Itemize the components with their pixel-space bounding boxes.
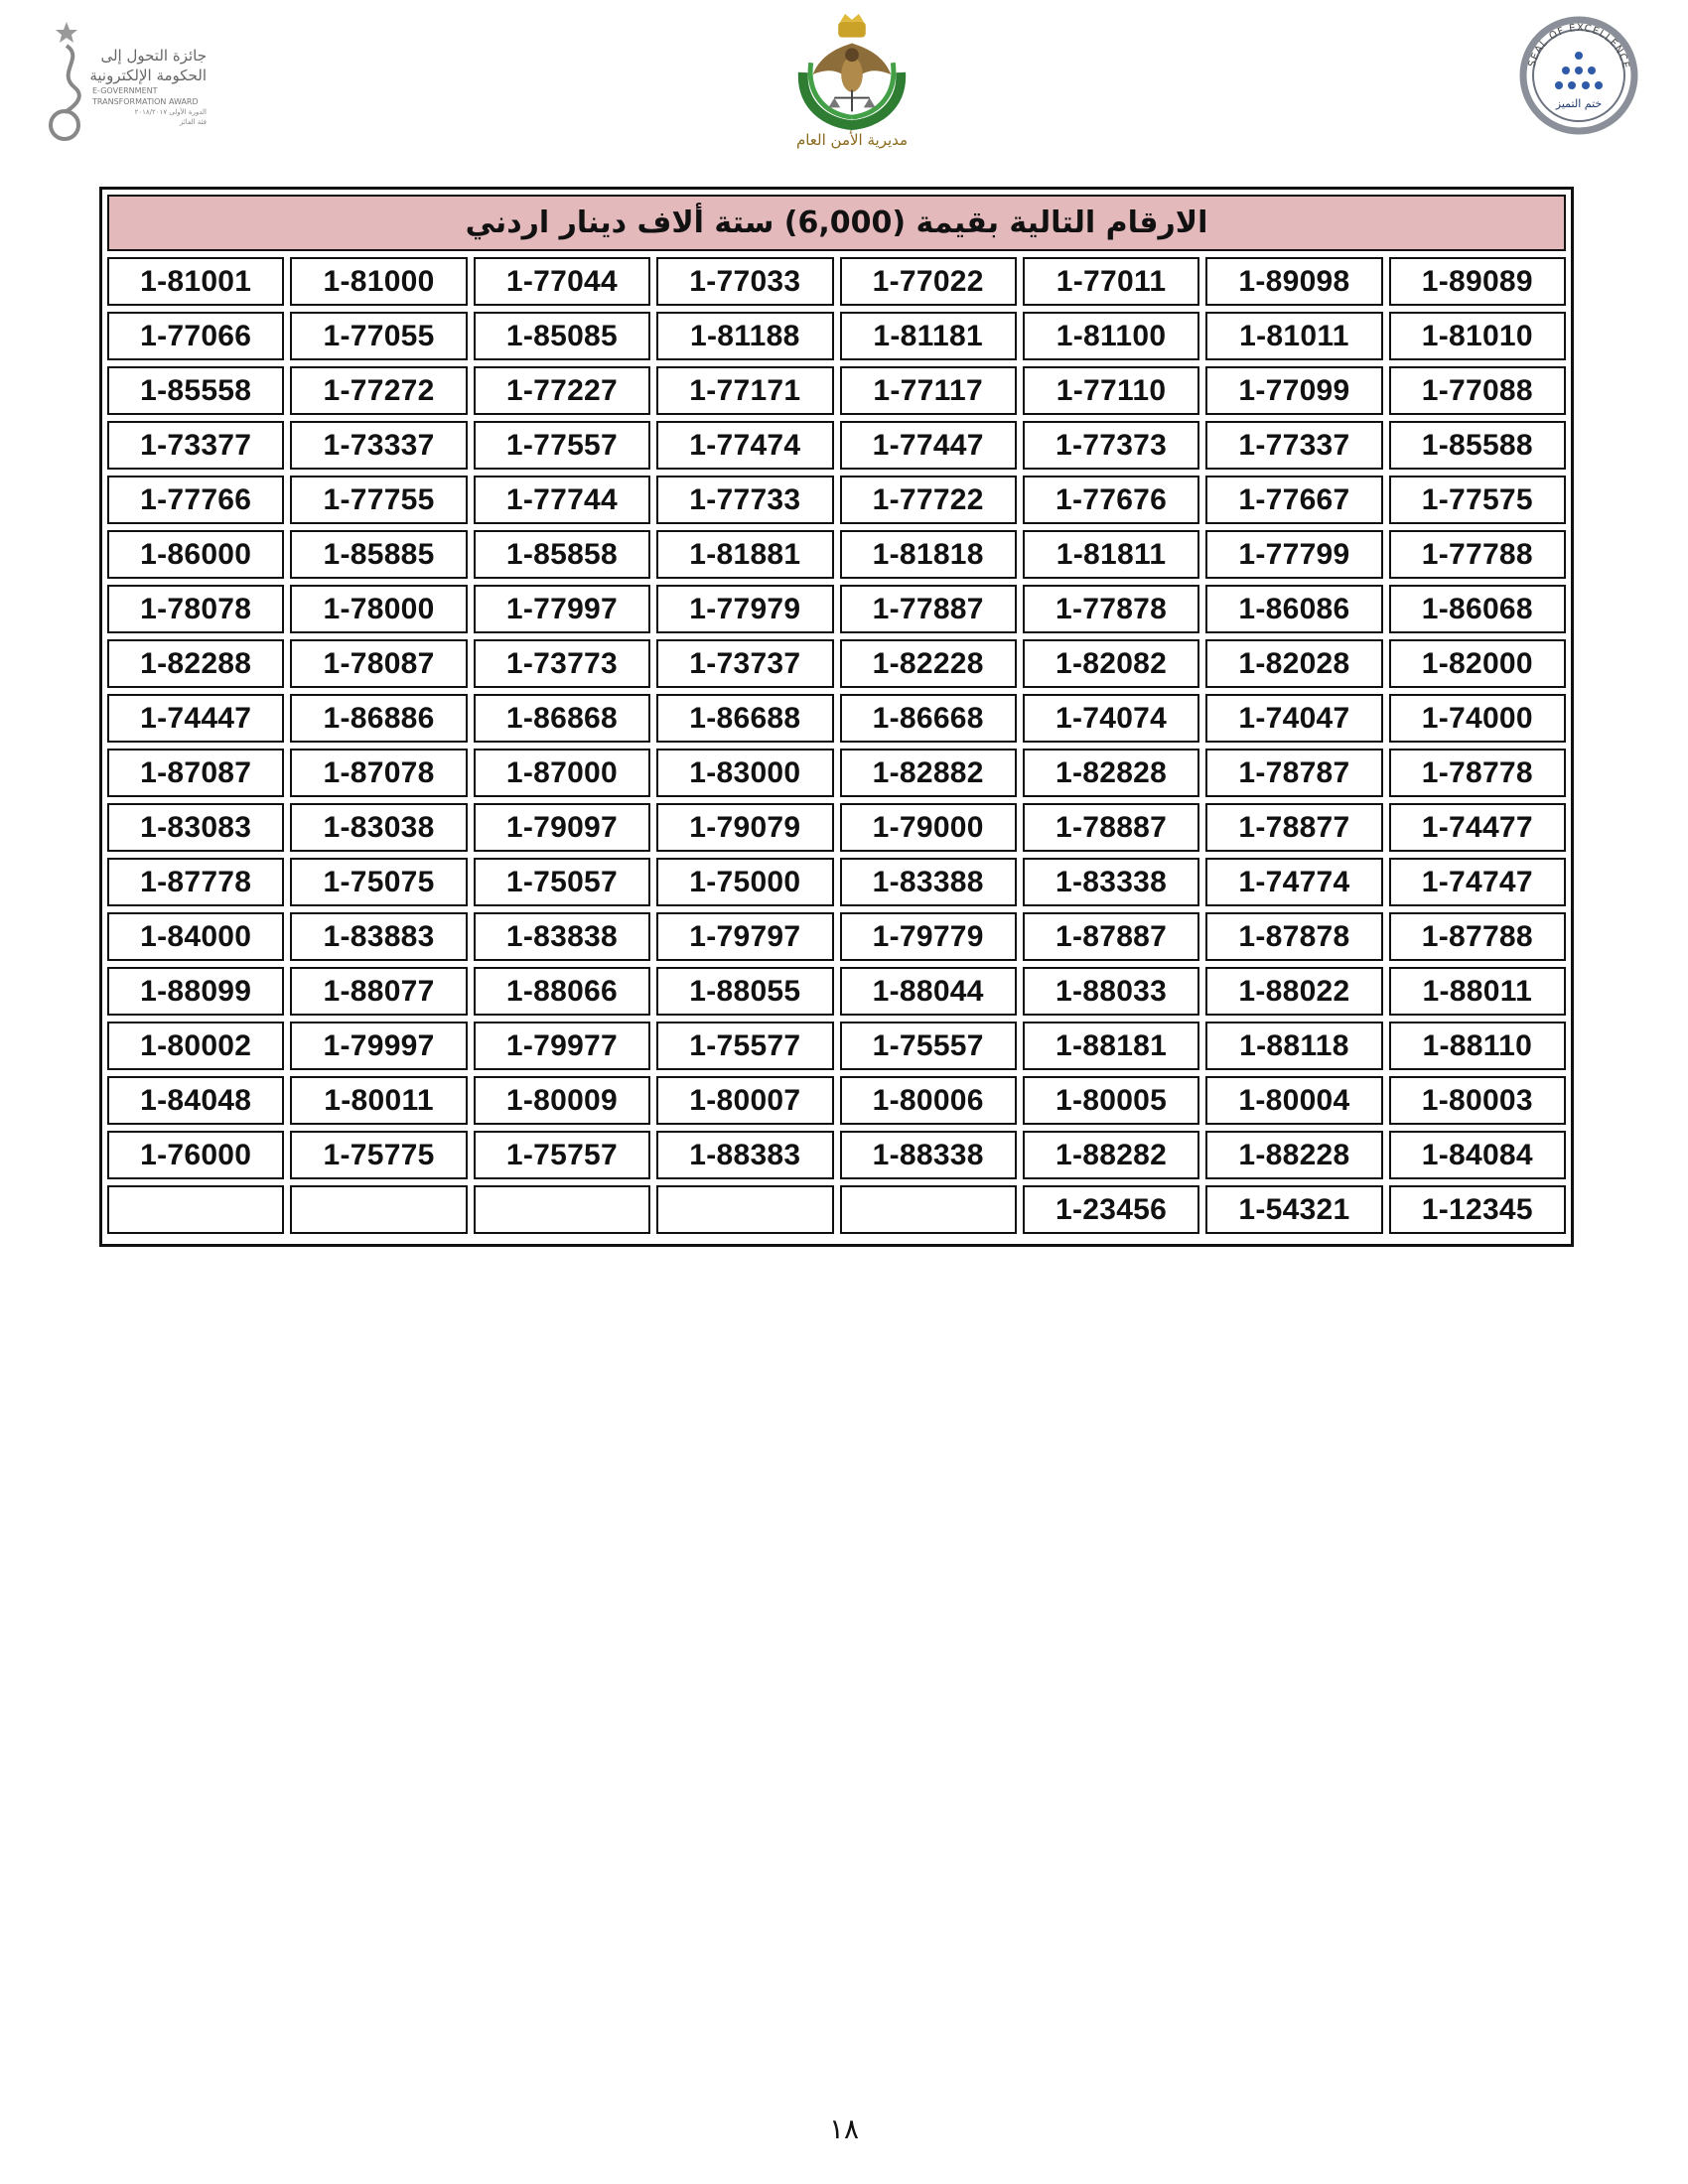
table-cell: 1-76000	[107, 1131, 284, 1179]
table-cell: 1-88383	[656, 1131, 833, 1179]
table-cell: 1-75000	[656, 858, 833, 906]
table-cell: 1-77788	[1389, 530, 1566, 579]
table-cell: 1-85588	[1389, 421, 1566, 470]
table-cell: 1-86688	[656, 694, 833, 743]
table-cell: 1-78078	[107, 585, 284, 633]
award-small-line2: فئة الفائز	[180, 118, 207, 126]
table-cell: 1-73737	[656, 639, 833, 688]
award-swirl-icon	[45, 18, 94, 147]
table-cell	[656, 1185, 833, 1234]
table-cell: 1-77171	[656, 366, 833, 415]
table-cell: 1-77011	[1023, 257, 1199, 306]
table-cell: 1-23456	[1023, 1185, 1199, 1234]
table-cell: 1-77557	[474, 421, 650, 470]
table-cell: 1-77373	[1023, 421, 1199, 470]
table-cell: 1-77033	[656, 257, 833, 306]
table-cell: 1-81188	[656, 312, 833, 360]
table-cell: 1-77227	[474, 366, 650, 415]
table-cell: 1-88066	[474, 967, 650, 1016]
table-cell: 1-77066	[107, 312, 284, 360]
award-english-line2: TRANSFORMATION AWARD	[92, 97, 199, 106]
table-cell: 1-75057	[474, 858, 650, 906]
award-arabic-line2: الحكومة الإلكترونية	[89, 67, 207, 84]
table-cell: 1-77110	[1023, 366, 1199, 415]
table-cell: 1-80007	[656, 1076, 833, 1125]
table-cell	[474, 1185, 650, 1234]
egov-award-logo	[45, 18, 207, 147]
table-cell	[840, 1185, 1017, 1234]
table-cell: 1-88077	[290, 967, 467, 1016]
table-cell: 1-77667	[1205, 476, 1382, 524]
table-cell: 1-77997	[474, 585, 650, 633]
table-cell: 1-87788	[1389, 912, 1566, 961]
table-cell: 1-81011	[1205, 312, 1382, 360]
table-cell: 1-87887	[1023, 912, 1199, 961]
award-english-line1: E-GOVERNMENT	[92, 86, 158, 95]
table-cell: 1-86868	[474, 694, 650, 743]
table-cell: 1-81818	[840, 530, 1017, 579]
seal-ring-text: SEAL OF EXCELLENCE	[1526, 22, 1631, 70]
table-cell: 1-82828	[1023, 749, 1199, 797]
table-cell: 1-75577	[656, 1022, 833, 1070]
table-cell: 1-83083	[107, 803, 284, 852]
table-cell: 1-80009	[474, 1076, 650, 1125]
table-cell: 1-78787	[1205, 749, 1382, 797]
table-cell: 1-86086	[1205, 585, 1382, 633]
table-cell: 1-87078	[290, 749, 467, 797]
table-cell: 1-88282	[1023, 1131, 1199, 1179]
table-cell: 1-79797	[656, 912, 833, 961]
table-cell: 1-77044	[474, 257, 650, 306]
seal-icon	[1514, 16, 1643, 135]
table-cell: 1-83038	[290, 803, 467, 852]
table-cell: 1-89089	[1389, 257, 1566, 306]
table-cell: 1-74774	[1205, 858, 1382, 906]
table-cell: 1-83388	[840, 858, 1017, 906]
table-cell: 1-77799	[1205, 530, 1382, 579]
table-cell: 1-77744	[474, 476, 650, 524]
table-cell: 1-77766	[107, 476, 284, 524]
numbers-grid	[107, 257, 1566, 1234]
table-cell	[290, 1185, 467, 1234]
table-cell: 1-77575	[1389, 476, 1566, 524]
table-cell: 1-82082	[1023, 639, 1199, 688]
emblem-caption: مديرية الأمن العام	[795, 131, 909, 149]
public-security-emblem	[782, 14, 921, 153]
table-cell: 1-77022	[840, 257, 1017, 306]
table-cell: 1-77733	[656, 476, 833, 524]
page-number: ١٨	[828, 2113, 860, 2145]
table-cell: 1-77474	[656, 421, 833, 470]
table-cell: 1-74047	[1205, 694, 1382, 743]
table-cell: 1-85858	[474, 530, 650, 579]
table-cell: 1-77676	[1023, 476, 1199, 524]
table-cell: 1-77755	[290, 476, 467, 524]
table-cell: 1-77979	[656, 585, 833, 633]
table-cell: 1-77722	[840, 476, 1017, 524]
seal-of-excellence-logo	[1514, 16, 1643, 135]
seal-inner-text: ختم التميز	[1555, 97, 1603, 110]
table-cell: 1-80011	[290, 1076, 467, 1125]
table-cell: 1-88228	[1205, 1131, 1382, 1179]
table-cell: 1-80003	[1389, 1076, 1566, 1125]
table-cell: 1-77887	[840, 585, 1017, 633]
table-cell: 1-75075	[290, 858, 467, 906]
lottery-numbers-table	[99, 187, 1574, 1247]
table-cell: 1-82882	[840, 749, 1017, 797]
table-cell: 1-81100	[1023, 312, 1199, 360]
table-cell: 1-88110	[1389, 1022, 1566, 1070]
table-cell: 1-75775	[290, 1131, 467, 1179]
table-cell: 1-86068	[1389, 585, 1566, 633]
table-cell: 1-75757	[474, 1131, 650, 1179]
table-cell: 1-74477	[1389, 803, 1566, 852]
table-cell: 1-81881	[656, 530, 833, 579]
table-cell: 1-54321	[1205, 1185, 1382, 1234]
table-cell: 1-78778	[1389, 749, 1566, 797]
table-cell: 1-82288	[107, 639, 284, 688]
table-cell: 1-88181	[1023, 1022, 1199, 1070]
table-cell: 1-87778	[107, 858, 284, 906]
table-cell: 1-77099	[1205, 366, 1382, 415]
table-cell: 1-83000	[656, 749, 833, 797]
table-cell: 1-85885	[290, 530, 467, 579]
table-cell: 1-78887	[1023, 803, 1199, 852]
table-cell: 1-77088	[1389, 366, 1566, 415]
award-arabic-line1: جائزة التحول إلى	[100, 47, 207, 65]
table-cell: 1-73773	[474, 639, 650, 688]
table-cell: 1-78000	[290, 585, 467, 633]
table-cell: 1-80004	[1205, 1076, 1382, 1125]
table-cell: 1-79997	[290, 1022, 467, 1070]
table-cell: 1-81001	[107, 257, 284, 306]
table-cell	[107, 1185, 284, 1234]
table-cell: 1-75557	[840, 1022, 1017, 1070]
table-cell: 1-82028	[1205, 639, 1382, 688]
table-cell: 1-81010	[1389, 312, 1566, 360]
table-cell: 1-88055	[656, 967, 833, 1016]
table-cell: 1-86668	[840, 694, 1017, 743]
table-cell: 1-81000	[290, 257, 467, 306]
table-cell: 1-74074	[1023, 694, 1199, 743]
table-cell: 1-74747	[1389, 858, 1566, 906]
table-cell: 1-78877	[1205, 803, 1382, 852]
table-cell: 1-86886	[290, 694, 467, 743]
award-small-line1: الدورة الأولى ٢٠١٨/٢٠١٧	[134, 108, 207, 116]
table-cell: 1-81811	[1023, 530, 1199, 579]
table-cell: 1-80006	[840, 1076, 1017, 1125]
table-cell: 1-88338	[840, 1131, 1017, 1179]
table-cell: 1-88099	[107, 967, 284, 1016]
table-title: الارقام التالية بقيمة (6,000) ستة ألاف دينار اردني	[107, 195, 1566, 251]
table-cell: 1-79779	[840, 912, 1017, 961]
table-cell: 1-74447	[107, 694, 284, 743]
table-cell: 1-73337	[290, 421, 467, 470]
table-cell: 1-87087	[107, 749, 284, 797]
table-cell: 1-84084	[1389, 1131, 1566, 1179]
table-cell: 1-12345	[1389, 1185, 1566, 1234]
table-cell: 1-83838	[474, 912, 650, 961]
table-cell: 1-84048	[107, 1076, 284, 1125]
table-cell: 1-88033	[1023, 967, 1199, 1016]
table-cell: 1-88011	[1389, 967, 1566, 1016]
table-cell: 1-80005	[1023, 1076, 1199, 1125]
table-cell: 1-85085	[474, 312, 650, 360]
table-cell: 1-83338	[1023, 858, 1199, 906]
table-cell: 1-88022	[1205, 967, 1382, 1016]
table-cell: 1-77272	[290, 366, 467, 415]
table-cell: 1-86000	[107, 530, 284, 579]
table-cell: 1-77878	[1023, 585, 1199, 633]
table-cell: 1-79000	[840, 803, 1017, 852]
table-cell: 1-82000	[1389, 639, 1566, 688]
table-cell: 1-79097	[474, 803, 650, 852]
table-cell: 1-77055	[290, 312, 467, 360]
table-cell: 1-79079	[656, 803, 833, 852]
table-cell: 1-79977	[474, 1022, 650, 1070]
table-cell: 1-88044	[840, 967, 1017, 1016]
table-cell: 1-82228	[840, 639, 1017, 688]
table-cell: 1-81181	[840, 312, 1017, 360]
table-cell: 1-78087	[290, 639, 467, 688]
table-cell: 1-74000	[1389, 694, 1566, 743]
eagle-emblem-icon	[782, 14, 921, 131]
table-cell: 1-85558	[107, 366, 284, 415]
table-cell: 1-84000	[107, 912, 284, 961]
table-cell: 1-89098	[1205, 257, 1382, 306]
table-cell: 1-88118	[1205, 1022, 1382, 1070]
table-cell: 1-87000	[474, 749, 650, 797]
table-cell: 1-77337	[1205, 421, 1382, 470]
table-cell: 1-80002	[107, 1022, 284, 1070]
table-cell: 1-73377	[107, 421, 284, 470]
table-cell: 1-87878	[1205, 912, 1382, 961]
table-cell: 1-77117	[840, 366, 1017, 415]
table-cell: 1-83883	[290, 912, 467, 961]
table-cell: 1-77447	[840, 421, 1017, 470]
